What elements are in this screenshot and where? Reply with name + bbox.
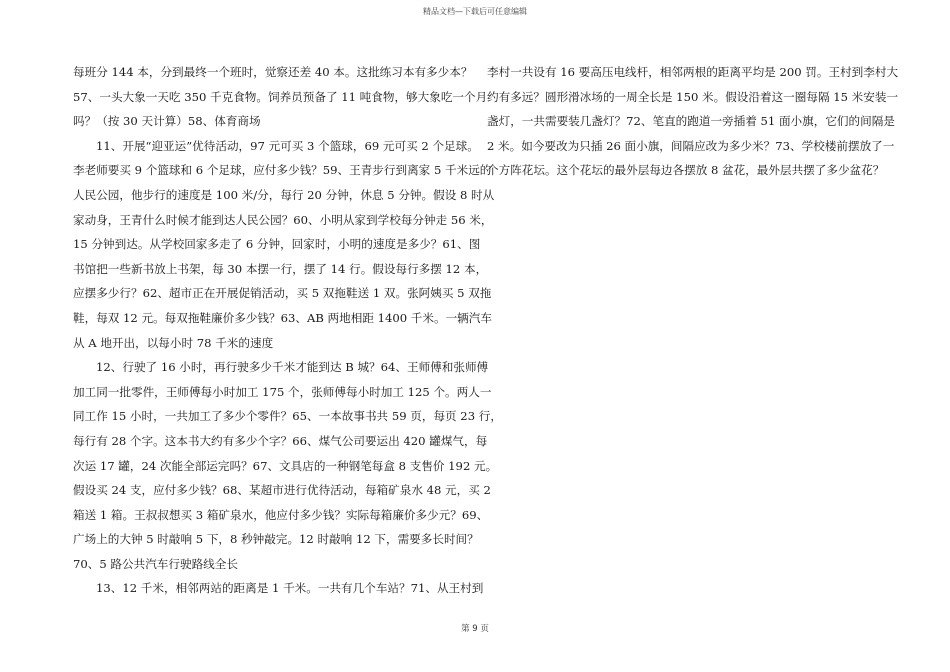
text-line: 次运 17 罐，24 次能全部运完吗？67、文具店的一种钢笔每盒 8 支售价 192 元。: [73, 458, 498, 473]
page-header: 精品文档—下载后可任意编辑: [423, 7, 527, 16]
left-text-column: [73, 60, 502, 601]
text-line: 13、12 千米，相邻两站的距离是 1 千米。一共有几个车站？71、从王村到: [96, 581, 484, 596]
text-line: 李村一共设有 16 要高压电线杆，相邻两根的距离平均是 200 罚。王村到李村大: [487, 65, 899, 79]
text-line: 盏灯，一共需要装几盏灯？72、笔直的跑道一旁插着 51 面小旗，它们的间隔是: [487, 114, 895, 129]
text-line: 约有多远？圆形滑冰场的一周全长是 150 米。假设沿着这一圈每隔 15 米安装一: [487, 89, 899, 104]
text-line: 11、开展“迎亚运”优待活动，97 元可买 3 个篮球，69 元可买 2 个足球。: [96, 138, 479, 153]
text-line: 每行有 28 个字。这本书大约有多少个字？66、煤气公司要运出 420 罐煤气，每: [73, 433, 488, 448]
text-line: 李老师要买 9 个篮球和 6 个足球，应付多少钱？59、王青步行到离家 5 千米远的: [73, 163, 492, 178]
text-line: 15 分钟到达。从学校回家多走了 6 分钟，回家时，小明的速度是多少？61、图: [73, 237, 481, 252]
text-line: 书馆把一些新书放上书架，每 30 本摆一行，摆了 14 行。假设每行多摆 12 本，: [73, 261, 488, 276]
page-number: 第 9 页: [461, 624, 489, 634]
text-line: 个方阵花坛。这个花坛的最外层每边各摆放 8 盆花，最外层共摆了多少盆花？: [487, 163, 885, 178]
text-line: 鞋，每双 12 元。每双拖鞋廉价多少钱？63、AB 两地相距 1400 千米。一辆汽车: [73, 310, 492, 325]
right-text-column: [487, 60, 899, 183]
text-line: 从 A 地开出，以每小时 78 千米的速度: [73, 335, 274, 350]
text-line: 家动身，王青什么时候才能到达人民公园？60、小明从家到学校每分钟走 56 米，: [73, 212, 493, 227]
text-line: 假设买 24 支，应付多少钱？68、某超市进行优待活动，每箱矿泉水 48 元，买 2: [73, 483, 491, 498]
text-line: 每班分 144 本，分到最终一个班时，觉察还差 40 本。这批练习本有多少本？: [73, 65, 473, 79]
text-line: 57、一头大象一天吃 350 千克食物。饲养员预备了 11 吨食物，够大象吃一个月: [73, 89, 488, 104]
text-line: 广场上的大钟 5 时敲响 5 下，8 秒钟敲完。12 时敲响 12 下，需要多长时间？: [73, 532, 479, 547]
text-line: 应摆多少行？62、超市正在开展促销活动，买 5 双拖鞋送 1 双。张阿姨买 5 双拖: [73, 286, 492, 301]
text-line: 70、5 路公共汽车行驶路线全长: [73, 556, 238, 571]
text-line: 吗？（按 30 天计算）58、体育商场: [73, 114, 261, 129]
text-line: 12、行驶了 16 小时，再行驶多少千米才能到达 B 城？64、王师傅和张师傅: [96, 360, 489, 375]
text-line: 人民公园，他步行的速度是 100 米/分，每行 20 分钟，休息 5 分钟。假设 8 时从: [73, 187, 495, 202]
text-line: 加工同一批零件，王师傅每小时加工 175 个，张师傅每小时加工 125 个。两人一: [73, 384, 492, 399]
text-line: 箱送 1 箱。王叔叔想买 3 箱矿泉水，他应付多少钱？实际每箱廉价多少元？69、: [73, 507, 489, 522]
text-line: 同工作 15 小时，一共加工了多少个零件？65、一本故事书共 59 页，每页 23 行，: [73, 409, 502, 424]
text-line: 2 米。如今要改为只插 26 面小旗，间隔应改为多少米？73、学校楼前摆放了一: [487, 138, 895, 153]
